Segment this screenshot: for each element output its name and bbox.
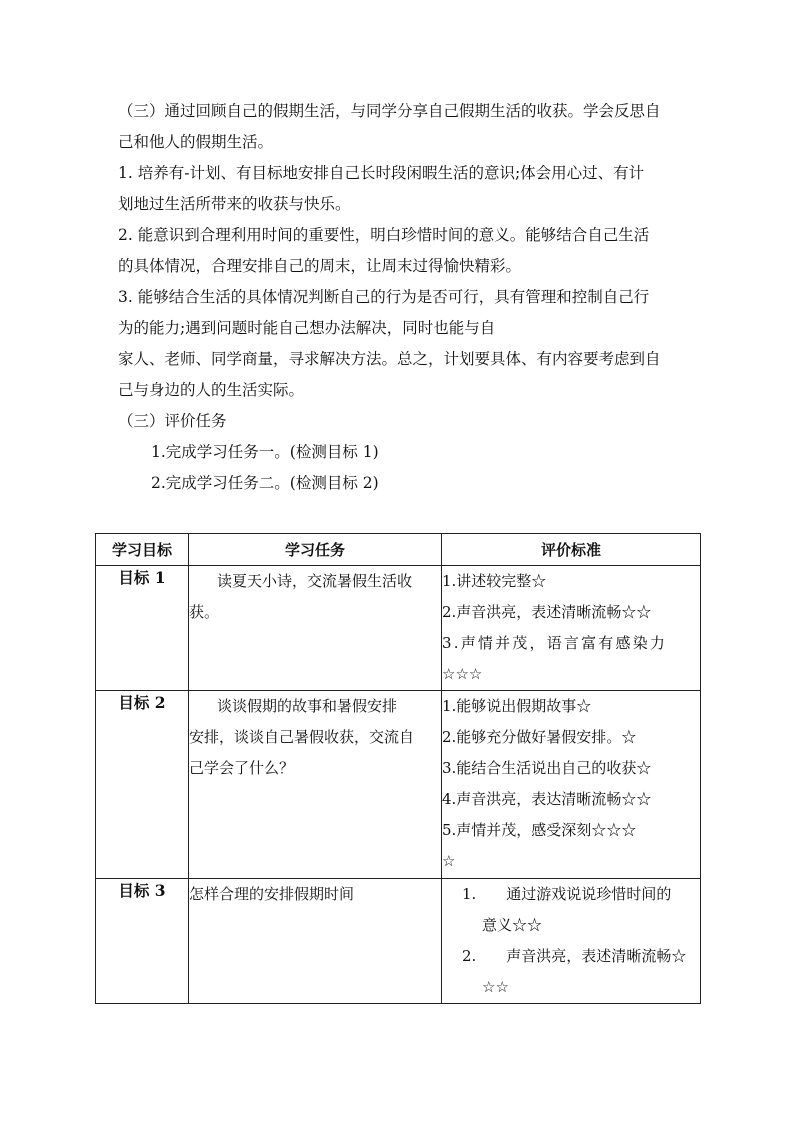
task-line: 怎样合理的安排假期时间 bbox=[189, 885, 355, 903]
evaluation-table bbox=[95, 533, 701, 1004]
eval-task-item: 2.完成学习任务二。(检测目标 2) bbox=[151, 474, 379, 492]
eval-task-item: 1.完成学习任务一。(检测目标 1) bbox=[151, 443, 379, 461]
task-line: 读夏天小诗，交流暑假生活收 bbox=[217, 572, 413, 590]
intro-line: 家人、老师、同学商量，寻求解决方法。总之，计划要具体、有内容要考虑到自 bbox=[118, 350, 661, 368]
table-header-row bbox=[96, 534, 701, 566]
criteria-item: 2.声音洪亮，表述清晰流畅☆☆ bbox=[442, 603, 652, 621]
criteria-cell bbox=[442, 691, 701, 879]
intro-line: 划地过生活所带来的收获与快乐。 bbox=[118, 195, 351, 213]
task-cell bbox=[189, 691, 442, 879]
task-line: 己学会了什么？ bbox=[189, 759, 295, 777]
intro-line: 2. 能意识到合理利用时间的重要性，明白珍惜时间的意义。能够结合自己生活 bbox=[118, 226, 650, 244]
goal-cell: 目标 2 bbox=[96, 691, 189, 879]
criteria-item: 1.能够说出假期故事☆ bbox=[442, 697, 592, 715]
criteria-item: 5.声情并茂，感受深刻☆☆☆ bbox=[442, 821, 637, 839]
table-row bbox=[96, 879, 701, 1004]
eval-tasks-heading: （三）评价任务 bbox=[118, 412, 227, 430]
column-header-criteria: 评价标准 bbox=[442, 534, 701, 566]
criteria-cell bbox=[442, 879, 701, 1004]
table-row bbox=[96, 691, 701, 879]
goal-cell: 目标 1 bbox=[96, 566, 189, 691]
criteria-item: ☆☆ bbox=[482, 978, 509, 996]
criteria-item: 1.讲述较完整☆ bbox=[442, 572, 547, 590]
intro-paragraph bbox=[118, 96, 678, 406]
eval-tasks-section bbox=[118, 406, 678, 499]
criteria-item: 2.能够充分做好暑假安排。☆ bbox=[442, 728, 637, 746]
intro-line: 3. 能够结合生活的具体情况判断自己的行为是否可行，具有管理和控制自己行 bbox=[118, 288, 650, 306]
task-line: 获。 bbox=[189, 603, 220, 621]
criteria-item: 3.能结合生活说出自己的收获☆ bbox=[442, 759, 652, 777]
intro-line: 己与身边的人的生活实际。 bbox=[118, 381, 305, 399]
criteria-cell bbox=[442, 566, 701, 691]
criteria-item: ☆ bbox=[442, 852, 456, 870]
criteria-item: 4.声音洪亮，表达清晰流畅☆☆ bbox=[442, 790, 652, 808]
task-cell bbox=[189, 566, 442, 691]
criteria-item: 意义☆☆ bbox=[482, 916, 543, 934]
intro-line: 1. 培养有-计划、有目标地安排自己长时段闲暇生活的意识;体会用心过、有计 bbox=[118, 164, 645, 182]
criteria-item: 3.声情并茂，语言富有感染力 bbox=[442, 634, 668, 652]
intro-line: （三）通过回顾自己的假期生活，与同学分享自己假期生活的收获。学会反思自 bbox=[118, 102, 661, 120]
task-line: 谈谈假期的故事和暑假安排 bbox=[217, 697, 398, 715]
goal-cell: 目标 3 bbox=[96, 879, 189, 1004]
intro-line: 己和他人的假期生活。 bbox=[118, 133, 274, 151]
table-row bbox=[96, 566, 701, 691]
column-header-task: 学习任务 bbox=[189, 534, 442, 566]
column-header-goal: 学习目标 bbox=[96, 534, 189, 566]
task-line: 安排，谈谈自己暑假收获，交流自 bbox=[189, 728, 415, 746]
intro-line: 的具体情况，合理安排自己的周末，让周末过得愉快精彩。 bbox=[118, 257, 522, 275]
criteria-item: 1. 通过游戏说说珍惜时间的 bbox=[462, 885, 672, 903]
intro-line: 为的能力;遇到问题时能自己想办法解决，同时也能与自 bbox=[118, 319, 496, 337]
task-cell bbox=[189, 879, 442, 1004]
criteria-item: 2. 声音洪亮，表述清晰流畅☆ bbox=[462, 947, 687, 965]
criteria-item: ☆☆☆ bbox=[442, 665, 483, 683]
